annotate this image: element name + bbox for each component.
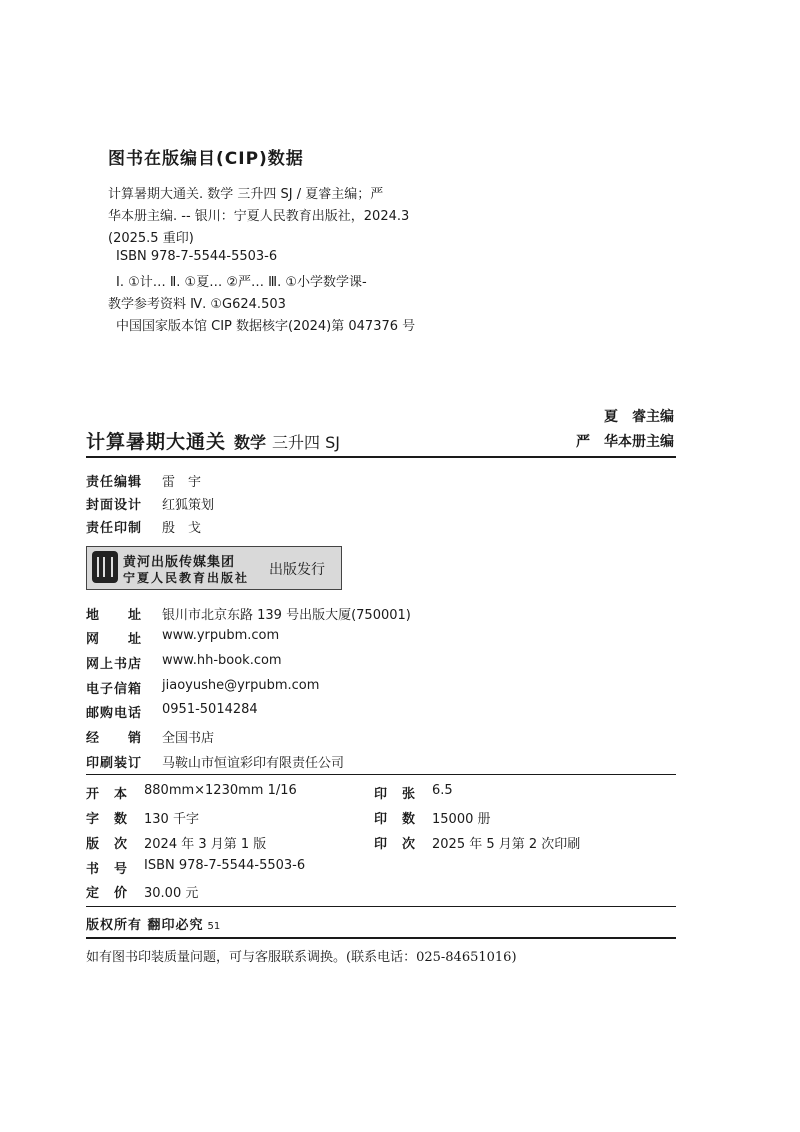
divider (86, 906, 676, 907)
publisher-press-name: 宁夏人民教育出版社 (123, 571, 250, 585)
contact-label: 地 址 (86, 608, 143, 623)
rights-text: 版权所有 翻印必究 (86, 918, 204, 933)
contact-printer: 马鞍山市恒谊彩印有限责任公司 (162, 756, 345, 771)
contact-label: 电子信箱 (86, 682, 143, 697)
contact-distributor: 全国书店 (162, 731, 215, 746)
spec-label: 书 号 (86, 862, 129, 877)
spec-label: 版 次 (86, 837, 129, 852)
spec-label: 定 价 (86, 886, 129, 901)
spec-printing: 2025 年 5 月第 2 次印刷 (432, 837, 581, 852)
publisher-logo (86, 546, 342, 590)
editor-value: 雷 宇 (162, 475, 202, 490)
spec-print-run: 15000 册 (432, 812, 491, 827)
rights-notice (86, 914, 220, 933)
book-title-main: 计算暑期大通关 (86, 431, 227, 453)
divider-thick (86, 456, 676, 458)
contact-label: 网上书店 (86, 657, 143, 672)
editor-label: 封面设计 (86, 498, 143, 513)
contact-label: 网 址 (86, 632, 143, 647)
book-title-subject: 数学 (234, 433, 267, 452)
divider (86, 774, 676, 775)
book-title (86, 427, 340, 454)
spec-word-count: 130 千字 (144, 812, 199, 827)
cip-line: 教学参考资料 Ⅳ. ①G624.503 (108, 297, 286, 312)
cip-title: 图书在版编目(CIP)数据 (108, 149, 304, 169)
contact-label: 经 销 (86, 731, 143, 746)
contact-label: 印刷装订 (86, 756, 143, 771)
contact-bookstore: www.hh-book.com (162, 653, 282, 668)
cip-line: 华本册主编. -- 银川：宁夏人民教育出版社，2024.3 (108, 209, 410, 224)
contact-website: www.yrpubm.com (162, 628, 280, 643)
cip-line: 中国国家版本馆 CIP 数据核字(2024)第 047376 号 (116, 319, 416, 334)
spec-label: 字 数 (86, 812, 129, 827)
spec-label: 印 数 (374, 812, 417, 827)
editor-value: 殷 戈 (162, 521, 202, 536)
cip-line: ISBN 978-7-5544-5503-6 (116, 249, 278, 264)
spec-isbn: ISBN 978-7-5544-5503-6 (144, 858, 306, 873)
spec-label: 印 张 (374, 787, 417, 802)
author-volume-editor: 严 华本册主编 (576, 434, 674, 450)
editor-label: 责任编辑 (86, 475, 143, 490)
spec-label: 开 本 (86, 787, 129, 802)
editor-value: 红狐策划 (162, 498, 215, 513)
book-title-grade: 三升四 SJ (272, 433, 340, 452)
spec-format: 880mm×1230mm 1/16 (144, 783, 297, 798)
cip-line: 计算暑期大通关. 数学 三升四 SJ / 夏睿主编；严 (108, 187, 384, 202)
publisher-publish-label: 出版发行 (269, 562, 325, 578)
rights-code: 51 (207, 921, 221, 932)
contact-address: 银川市北京东路 139 号出版大厦(750001) (162, 608, 411, 623)
editor-label: 责任印制 (86, 521, 143, 536)
spec-edition: 2024 年 3 月第 1 版 (144, 837, 267, 852)
author-chief-editor: 夏 睿主编 (604, 409, 674, 425)
spec-label: 印 次 (374, 837, 417, 852)
divider-thick (86, 937, 676, 939)
cip-line: (2025.5 重印) (108, 231, 194, 246)
spec-price: 30.00 元 (144, 886, 199, 901)
publisher-group-name: 黄河出版传媒集团 (123, 555, 236, 570)
contact-email: jiaoyushe@yrpubm.com (162, 678, 320, 693)
cip-line: Ⅰ. ①计… Ⅱ. ①夏… ②严… Ⅲ. ①小学数学课- (116, 275, 367, 290)
publisher-emblem-icon (92, 551, 118, 583)
quality-note: 如有图书印装质量问题，可与客服联系调换。(联系电话：025-84651016) (86, 950, 517, 965)
spec-sheets: 6.5 (432, 783, 453, 798)
contact-phone: 0951-5014284 (162, 702, 258, 717)
contact-label: 邮购电话 (86, 706, 143, 721)
